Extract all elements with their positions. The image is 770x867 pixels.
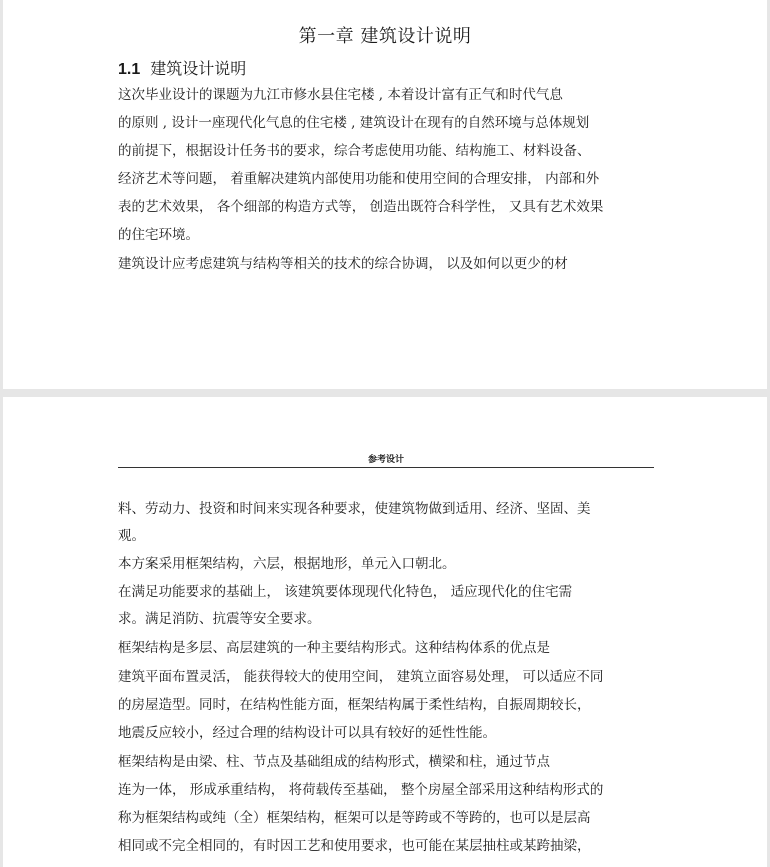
paragraph-line: 的原则 , 设计一座现代化气息的住宅楼 , 建筑设计在现有的自然环境与总体规划 <box>118 115 590 131</box>
section-number: 1.1 <box>118 61 141 78</box>
header-rule <box>118 467 654 468</box>
paragraph-line: 在满足功能要求的基础上， 该建筑要体现现代化特色， 适应现代化的住宅需 <box>118 584 573 600</box>
section-title: 建筑设计说明 <box>150 59 247 78</box>
paragraph-line: 的住宅环境。 <box>118 227 199 243</box>
paragraph-line: 建筑设计应考虑建筑与结构等相关的技术的综合协调， 以及如何以更少的材 <box>118 256 568 272</box>
document-page-2 <box>3 397 767 867</box>
paragraph-line: 的前提下，根据设计任务书的要求，综合考虑使用功能、结构施工、材料设备、 <box>118 143 591 159</box>
paragraph-line: 称为框架结构或纯（全）框架结构，框架可以是等跨或不等跨的，也可以是层高 <box>118 810 591 826</box>
running-header: 参考设计 <box>367 455 404 465</box>
paragraph-line: 框架结构是多层、高层建筑的一种主要结构形式。这种结构体系的优点是 <box>118 640 550 656</box>
paragraph-line: 地震反应较小，经过合理的结构设计可以具有较好的延性性能。 <box>118 725 496 741</box>
paragraph-line: 表的艺术效果， 各个细部的构造方式等， 创造出既符合科学性， 又具有艺术效果 <box>118 199 604 215</box>
paragraph-line: 料、劳动力、投资和时间来实现各种要求，使建筑物做到适用、经济、坚固、美 <box>118 501 591 517</box>
section-heading <box>118 56 246 79</box>
chapter-title: 第一章 建筑设计说明 <box>298 26 472 47</box>
paragraph-line: 这次毕业设计的课题为九江市修水县住宅楼 , 本着设计富有正气和时代气息 <box>118 87 563 103</box>
paragraph-line: 框架结构是由梁、柱、节点及基础组成的结构形式，横梁和柱，通过节点 <box>118 754 550 770</box>
paragraph-line: 经济艺术等问题， 着重解决建筑内部使用功能和使用空间的合理安排， 内部和外 <box>118 171 600 187</box>
paragraph-line: 本方案采用框架结构，六层，根据地形，单元入口朝北。 <box>118 556 456 572</box>
paragraph-line: 求。满足消防、抗震等安全要求。 <box>118 611 321 627</box>
paragraph-line: 观。 <box>118 528 145 544</box>
document-page-1 <box>3 0 767 389</box>
paragraph-line: 建筑平面布置灵活， 能获得较大的使用空间， 建筑立面容易处理， 可以适应不同 <box>118 669 604 685</box>
paragraph-line: 相同或不完全相同的，有时因工艺和使用要求，也可能在某层抽柱或某跨抽梁， <box>118 838 591 854</box>
paragraph-line: 连为一体， 形成承重结构， 将荷载传至基础， 整个房屋全部采用这种结构形式的 <box>118 782 604 798</box>
paragraph-line: 的房屋造型。同时，在结构性能方面，框架结构属于柔性结构，自振周期较长， <box>118 697 591 713</box>
